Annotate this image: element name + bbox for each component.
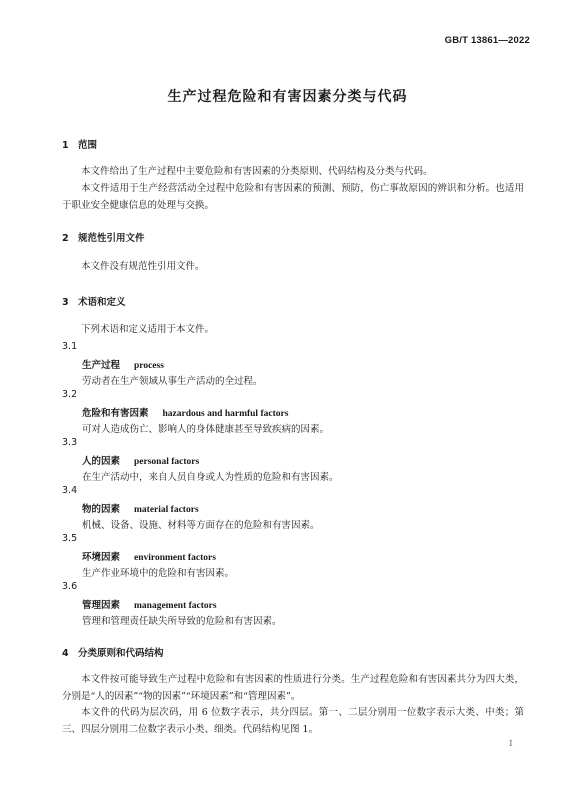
term-definition: 生产作业环境中的危险和有害因素。 [82, 568, 235, 579]
term-entry [82, 501, 199, 515]
section-4-paragraph-1: 本文件按可能导致生产过程中危险和有害因素的性质进行分类。生产过程危险和有害因素共分为四大类，分别是“人的因素”“物的因素”“环境因素”和“管理因素”。 [62, 674, 524, 702]
term-definition: 管理和管理责任缺失所导致的危险和有害因素。 [82, 616, 282, 627]
term-definition: 可对人造成伤亡、影响人的身体健康甚至导致疾病的因素。 [82, 424, 330, 435]
section-number: 2 [62, 233, 69, 244]
section-title: 规范性引用文件 [78, 233, 145, 244]
term-en: personal factors [134, 457, 200, 467]
term-entry [82, 549, 216, 563]
term-definition: 机械、设备、设施、材料等方面存在的危险和有害因素。 [82, 520, 320, 531]
section-4-heading [62, 645, 164, 659]
section-1-paragraph-2: 本文件适用于生产经营活动全过程中危险和有害因素的预测、预防，伤亡事故原因的辨识和分析。也适用于职业安全健康信息的处理与交换。 [62, 183, 524, 211]
term-entry [82, 597, 217, 611]
section-number: 4 [62, 648, 69, 659]
term-zh: 生产过程 [82, 360, 121, 371]
term-number: 3.1 [62, 341, 78, 352]
term-en: process [134, 361, 164, 371]
term-zh: 管理因素 [82, 600, 121, 611]
term-zh: 环境因素 [82, 552, 121, 563]
section-2-heading [62, 230, 145, 244]
term-zh: 物的因素 [82, 504, 121, 515]
standard-code-header: GB/T 13861—2022 [444, 35, 530, 46]
section-title: 范围 [78, 140, 98, 151]
term-entry [82, 405, 288, 419]
term-number: 3.4 [62, 485, 78, 496]
term-en: management factors [134, 601, 217, 611]
term-zh: 危险和有害因素 [82, 408, 149, 419]
section-number: 3 [62, 297, 69, 308]
term-number: 3.5 [62, 533, 78, 544]
term-entry [82, 453, 199, 467]
term-number: 3.3 [62, 437, 78, 448]
term-en: environment factors [134, 553, 216, 563]
section-3-heading [62, 294, 126, 308]
document-title: 生产过程危险和有害因素分类与代码 [167, 89, 408, 105]
term-definition: 劳动者在生产领域从事生产活动的全过程。 [82, 376, 263, 387]
term-number: 3.2 [62, 389, 78, 400]
term-definition: 在生产活动中，来自人员自身或人为性质的危险和有害因素。 [82, 472, 339, 483]
section-title: 术语和定义 [78, 297, 126, 308]
term-en: material factors [134, 505, 199, 515]
term-number: 3.6 [62, 581, 78, 592]
term-entry [82, 357, 164, 371]
page-number: 1 [508, 738, 513, 748]
term-en: hazardous and harmful factors [162, 409, 289, 419]
section-3-intro: 下列术语和定义适用于本文件。 [81, 324, 215, 335]
section-number: 1 [62, 140, 69, 151]
section-4-paragraph-2: 本文件的代码为层次码，用 6 位数字表示，共分四层。第一、二层分别用一位数字表示大类、中类；第三、四层分别用二位数字表示小类、细类。代码结构见图 1。 [62, 707, 524, 735]
section-title: 分类原则和代码结构 [78, 648, 164, 659]
section-1-paragraph-1: 本文件给出了生产过程中主要危险和有害因素的分类原则、代码结构及分类与代码。 [81, 166, 433, 177]
term-zh: 人的因素 [82, 456, 121, 467]
section-2-paragraph-1: 本文件没有规范性引用文件。 [81, 261, 205, 272]
section-1-heading [62, 137, 97, 151]
